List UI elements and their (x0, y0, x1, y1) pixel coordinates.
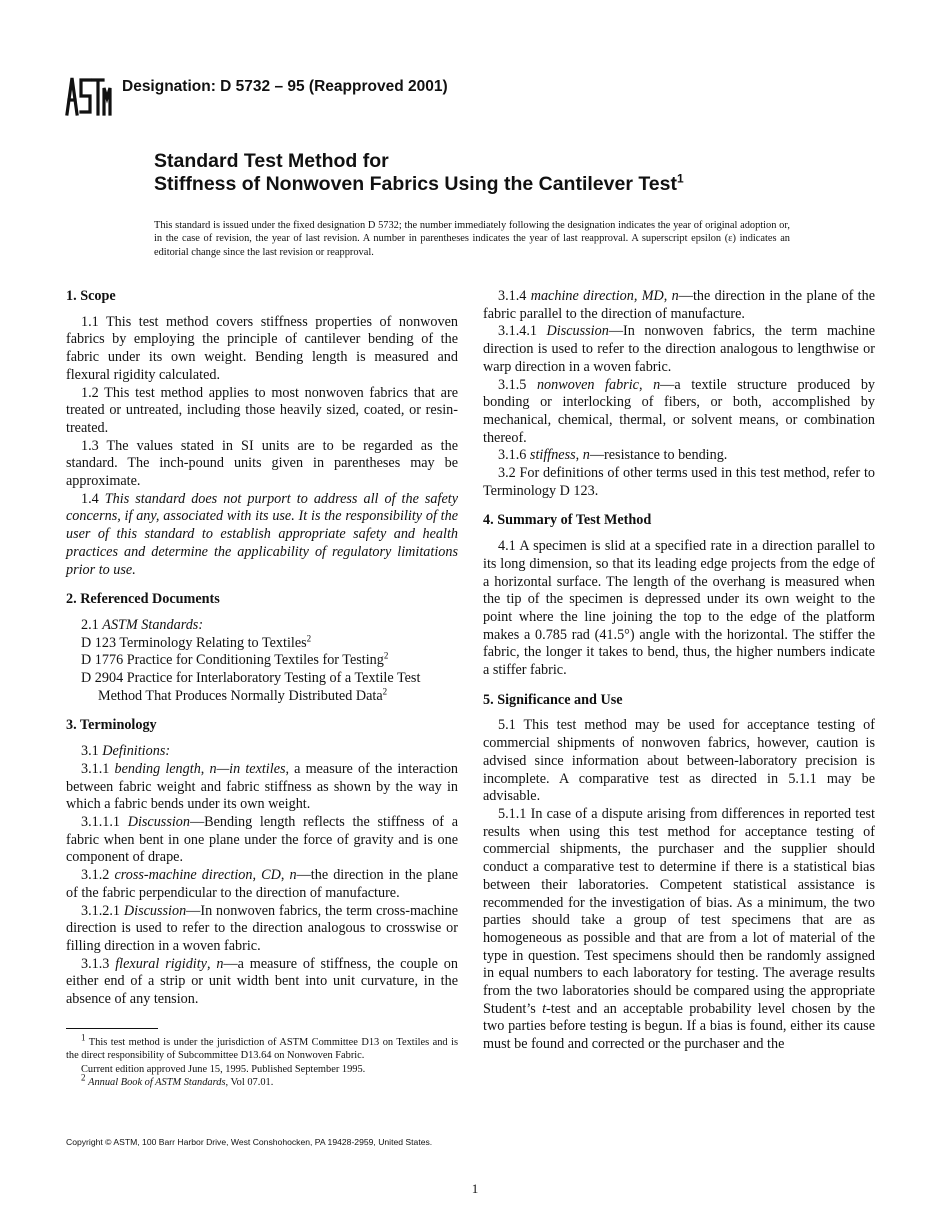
footnote-2: $^2$ Annual Book of ASTM Standards, Vol 07.01. (81, 1072, 274, 1089)
right-column (483, 288, 875, 1054)
section-1-heading: 1. Scope (66, 288, 116, 304)
para-3-2: 3.2 For definitions of other terms used in this test method, refer to Terminology D 123. (483, 465, 875, 499)
section-5-heading: 5. Significance and Use (483, 691, 623, 708)
para-5-1: 5.1 This test method may be used for acceptance testing of commercial shipments of nonwoven fabrics, however, caution is advised since information about between-laboratory precision is incomplete. A comparative test as directed in 5.1.1 may be advisable. (483, 717, 875, 805)
ref-d1776: D 1776 Practice for Conditioning Textiles for Testing$^2$ (81, 650, 389, 669)
section-2-heading: 2. Referenced Documents (66, 591, 220, 608)
document-title (154, 150, 684, 196)
ref-d2904: D 2904 Practice for Interlaboratory Testing of a Textile Test Method That Produces Normally Distributed Data$^2$ (81, 670, 421, 704)
para-3-1: 3.1 Definitions: (81, 743, 171, 760)
footnote-rule (66, 1028, 158, 1029)
issuance-notice: This standard is issued under the fixed designation D 5732; the number immediately following the designation indicates the year of original adoption or, in the case of revision, the year of last revision. A number in parentheses indicates the year of last reapproval. A superscript epsilon (ε) indicates an editorial change since the last revision or reapproval. (154, 220, 790, 258)
para-3-1-6: 3.1.6 stiffness, n—resistance to bending. (498, 447, 728, 464)
section-3-heading: 3. Terminology (66, 717, 157, 734)
para-3-1-4-1: 3.1.4.1 Discussion—In nonwoven fabrics, the term machine direction is used to refer to the direction analogous to lengthwise or warp direction in a woven fabric. (483, 323, 875, 375)
title-footnote-mark: 1 (677, 171, 684, 186)
para-5-1-1: 5.1.1 In case of a dispute arising from differences in reported test results when using this test method for acceptance testing of commercial shipments, the purchaser and the supplier should conduct a comparative test to determine if there is a statistical bias between their laboratories. Competent statistical assistance is recommended for the investigation of bias. As a minimum, the two parties should take a group of test specimens that are as homogeneous as possible and that are from a lot of material of the type in question. Test specimens should then be randomly assigned in equal numbers to each laboratory for testing. The average results from the two laboratories should be compared using the appropriate Student’s t-test and an acceptable probability level chosen by the two parties before testing is begun. If a bias is found, either its cause must be found and corrected or the purchaser and the (483, 805, 875, 1053)
para-3-1-3: 3.1.3 flexural rigidity, n—a measure of stiffness, the couple on either end of a strip or unit width bent into unit curvature, in the absence of any tension. (66, 955, 458, 1008)
title-line-2: Stiffness of Nonwoven Fabrics Using the Cantilever Test$^1$ (154, 171, 684, 195)
para-3-1-4: 3.1.4 machine direction, MD, n—the direction in the plane of the fabric parallel to the direction of manufacture. (483, 288, 875, 322)
left-column (66, 288, 458, 1009)
para-3-1-5: 3.1.5 nonwoven fabric, n—a textile structure produced by bonding or interlocking of fibers, or both, accomplished by mechanical, chemical, thermal, or solvent means, or combination thereof. (483, 376, 876, 446)
para-1-1: 1.1 This test method covers stiffness properties of nonwoven fabrics by employing the principle of cantilever bending of the fabric under its own weight. Bending length is measured and flexural rigidity calculated. (66, 313, 458, 383)
para-1-4: 1.4 This standard does not purport to address all of the safety concerns, if any, associated with its use. It is the responsibility of the user of this standard to establish appropriate safety and health practices and determine the applicability of regulatory limitations prior to use. (66, 490, 458, 578)
page-number: 1 (471, 1181, 479, 1196)
para-3-1-2-1: 3.1.2.1 Discussion—In nonwoven fabrics, the term cross-machine direction is used to refer to the direction analogous to crosswise or filling direction in a woven fabric. (66, 902, 459, 954)
title-line-1: Standard Test Method for (154, 150, 389, 172)
para-3-1-2: 3.1.2 cross-machine direction, CD, n—the direction in the plane of the fabric perpendicular to the direction of manufacture. (66, 867, 459, 901)
para-3-1-1: 3.1.1 bending length, n—in textiles, a measure of the interaction between fabric weight and fabric stiffness as shown by the way in which a fabric bends under its own weight. (66, 760, 459, 813)
section-4-heading: 4. Summary of Test Method (483, 512, 652, 529)
para-3-1-1-1: 3.1.1.1 Discussion—Bending length reflects the stiffness of a fabric when bent in one plane under the force of gravity and is one component of drape. (66, 813, 459, 866)
footnotes (66, 1032, 458, 1090)
para-1-2: 1.2 This test method applies to most nonwoven fabrics that are treated or untreated, including those heavily sized, coated, or resin-treated. (66, 384, 458, 436)
copyright: Copyright © ASTM, 100 Barr Harbor Drive, West Conshohocken, PA 19428-2959, United States. (66, 1137, 433, 1147)
astm-logo (64, 74, 112, 116)
para-2-1: 2.1 ASTM Standards: (81, 616, 204, 633)
footnote-1-edition: Current edition approved June 15, 1995. Published September 1995. (81, 1063, 366, 1075)
para-1-3: 1.3 The values stated in SI units are to be regarded as the standard. The inch-pound units given in parentheses may be approximate. (66, 437, 458, 490)
para-4-1: 4.1 A specimen is slid at a specified rate in a direction parallel to its long dimension, so that its leading edge projects from the edge of a horizontal surface. The length of the overhang is measured when the tip of the specimen is depressed under its own weight to the point where the line joining the top to the edge of the platform makes a 0.785 rad (41.5°) angle with the horizontal. The stiffer the fabric, the longer it takes to bend, thus, the higher numbers indicate a stiffer fabric. (483, 538, 875, 679)
designation: Designation: D 5732 – 95 (Reapproved 2001) (122, 78, 448, 95)
footnote-1: $^1$ This test method is under the jurisdiction of ASTM Committee D13 on Textiles and is the direct responsibility of Subcommittee D13.64 on Nonwoven Fabric. (66, 1032, 458, 1062)
ref-d123: D 123 Terminology Relating to Textiles$^2$ (81, 632, 312, 651)
